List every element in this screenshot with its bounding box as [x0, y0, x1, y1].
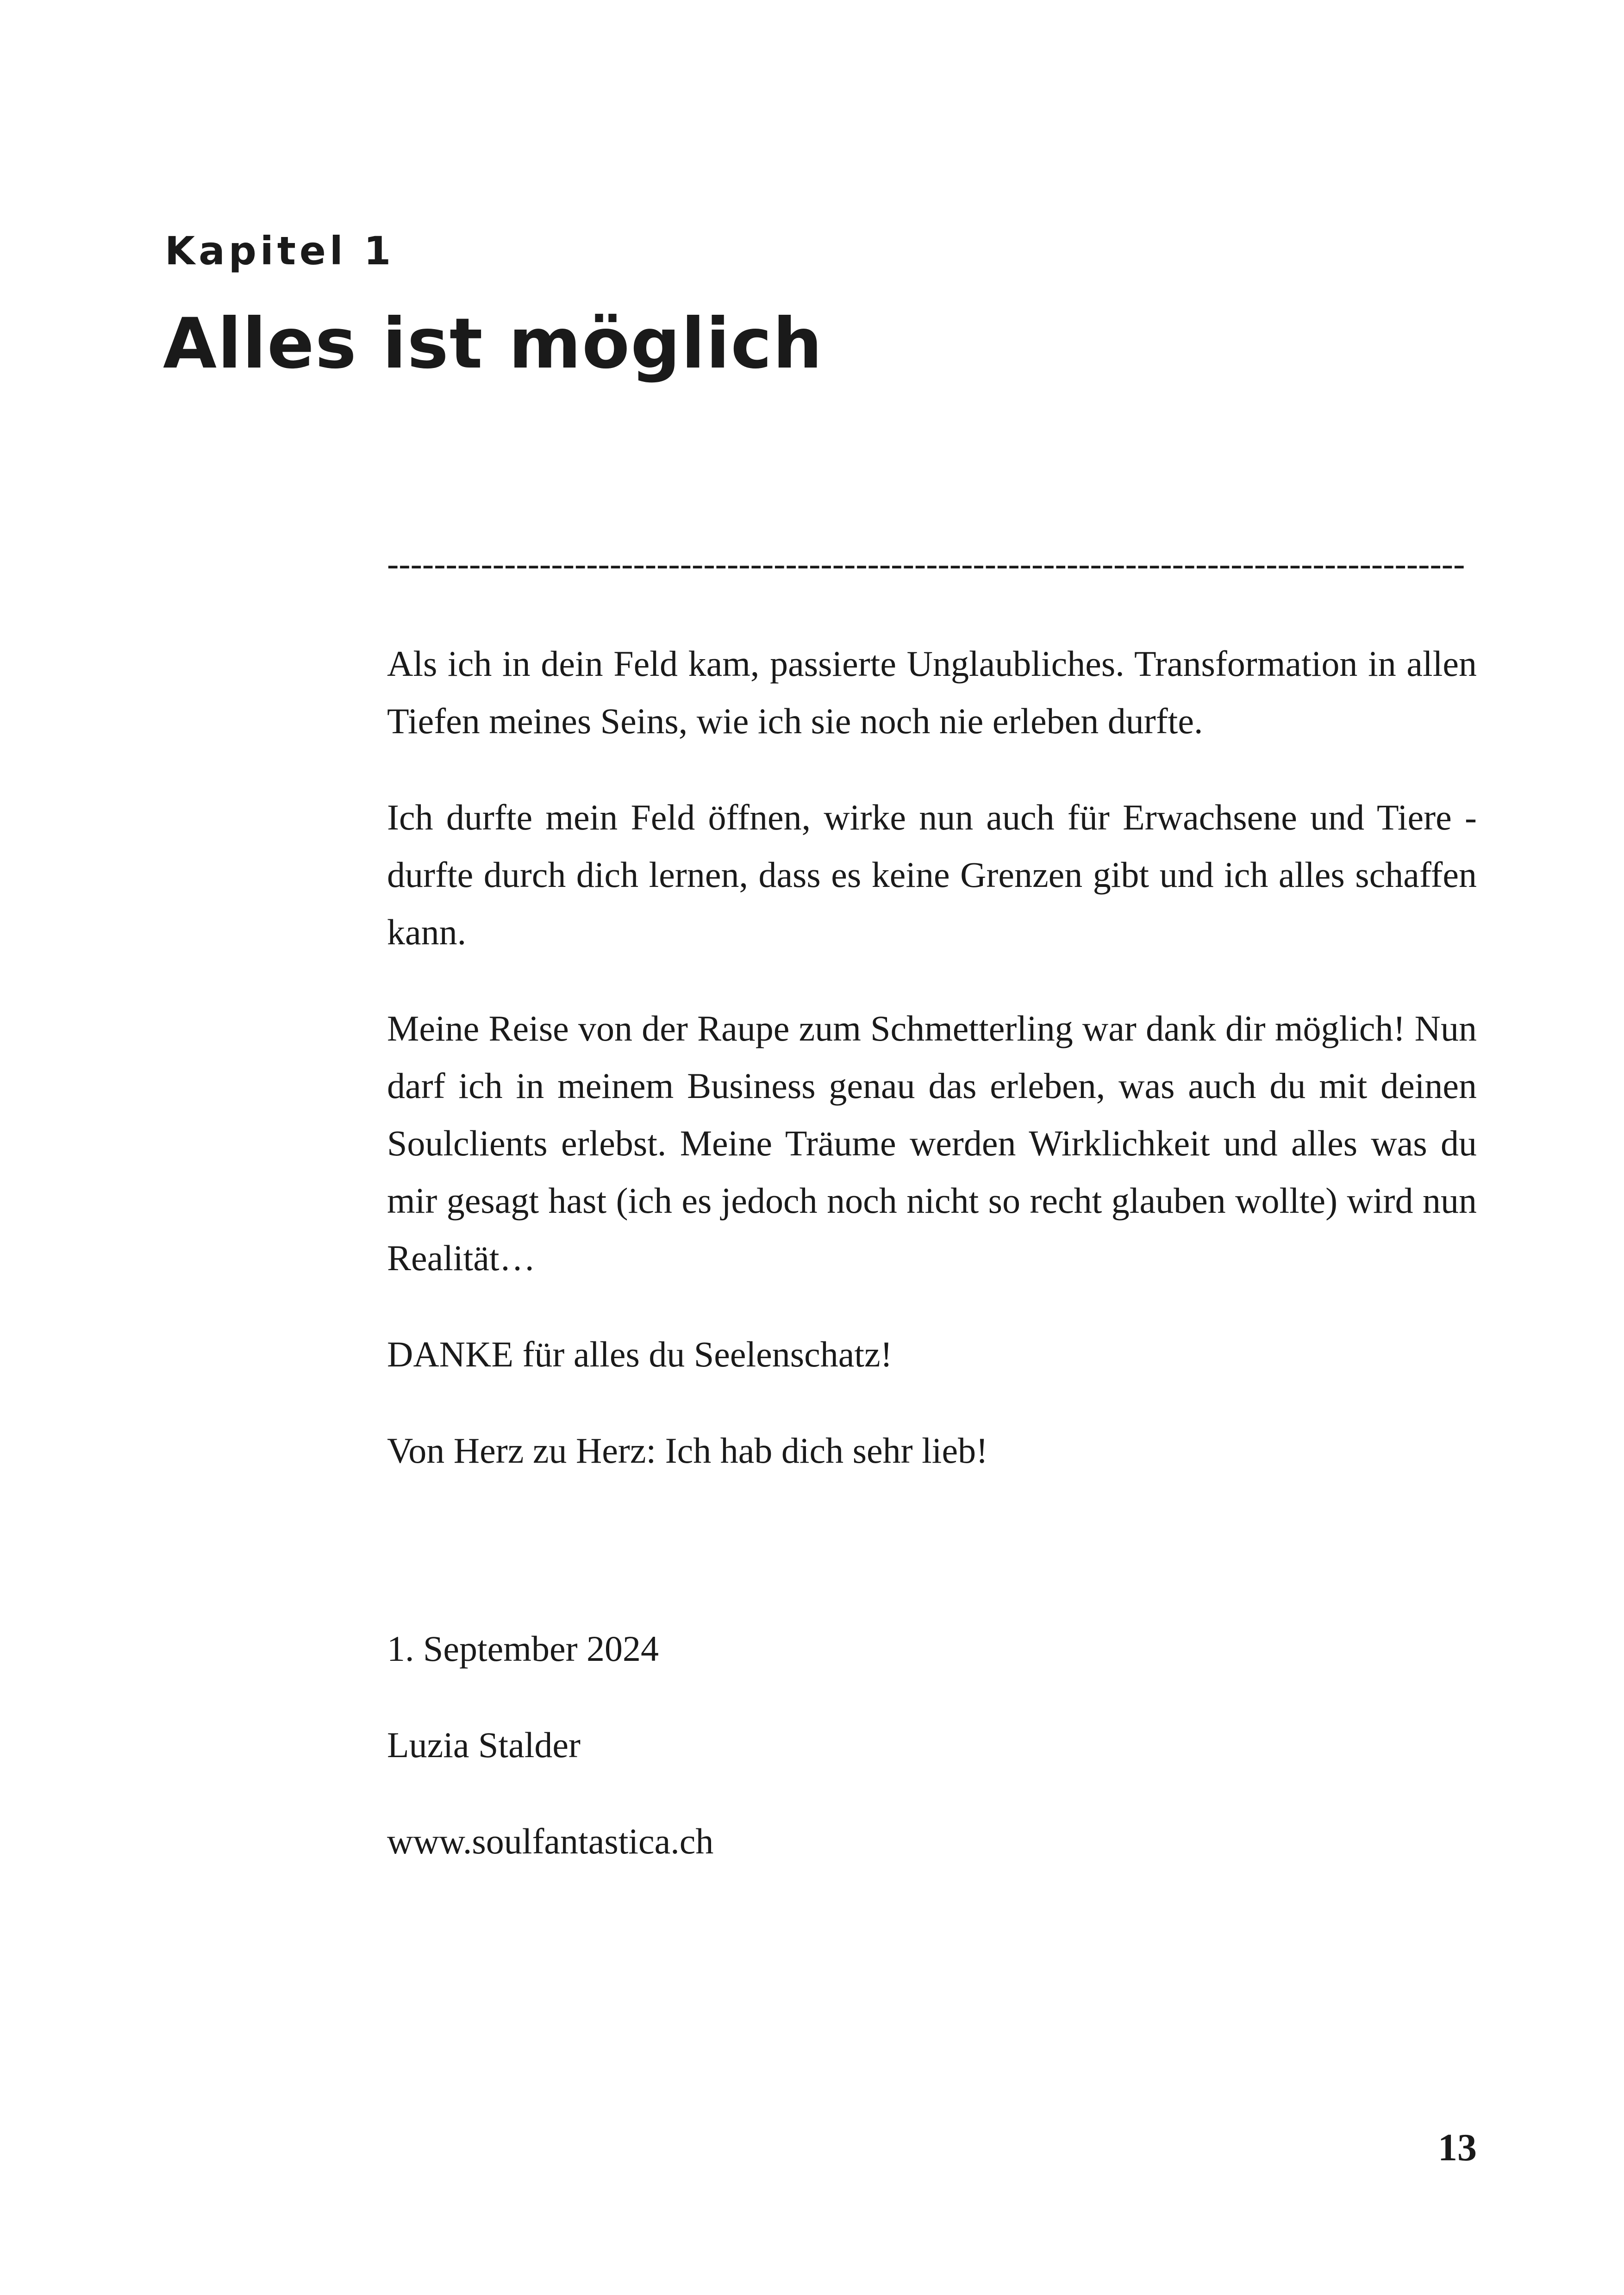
paragraph-4: DANKE für alles du Seelenschatz!: [387, 1334, 893, 1374]
page-number: 13: [1438, 2126, 1477, 2169]
dashed-divider: --------------------------------------------------------------------------------------------: [387, 546, 1465, 581]
signature-name: Luzia Stalder: [387, 1725, 581, 1765]
signature-website: www.soulfantastica.ch: [387, 1821, 714, 1861]
paragraph-1: Als ich in dein Feld kam, passierte Unglaubliches. Transformation in allen Tiefen meines Seins, wie ich sie noch nie erleben durfte.: [387, 643, 1477, 741]
chapter-label: Kapitel 1: [165, 228, 395, 274]
paragraph-2: Ich durfte mein Feld öffnen, wirke nun auch für Erwachsene und Tiere - durfte durch dich lernen, dass es keine Grenzen gibt und ich alles schaffen kann.: [387, 797, 1477, 952]
chapter-title: Alles ist möglich: [163, 304, 824, 384]
signature-date: 1. September 2024: [387, 1628, 659, 1669]
chapter-body: [387, 635, 1477, 1518]
signature-block: [387, 1620, 1477, 1909]
paragraph-5: Von Herz zu Herz: Ich hab dich sehr lieb!: [387, 1430, 988, 1471]
paragraph-3: Meine Reise von der Raupe zum Schmetterling war dank dir möglich! Nun darf ich in meinem Business genau das erleben, was auch du mit deinen Soulclients erlebst. Meine Träume werden Wirklichkeit und alles was du mir gesagt hast (ich es jedoch noch nicht so recht glauben wollte) wird nun Realität…: [387, 1008, 1477, 1278]
